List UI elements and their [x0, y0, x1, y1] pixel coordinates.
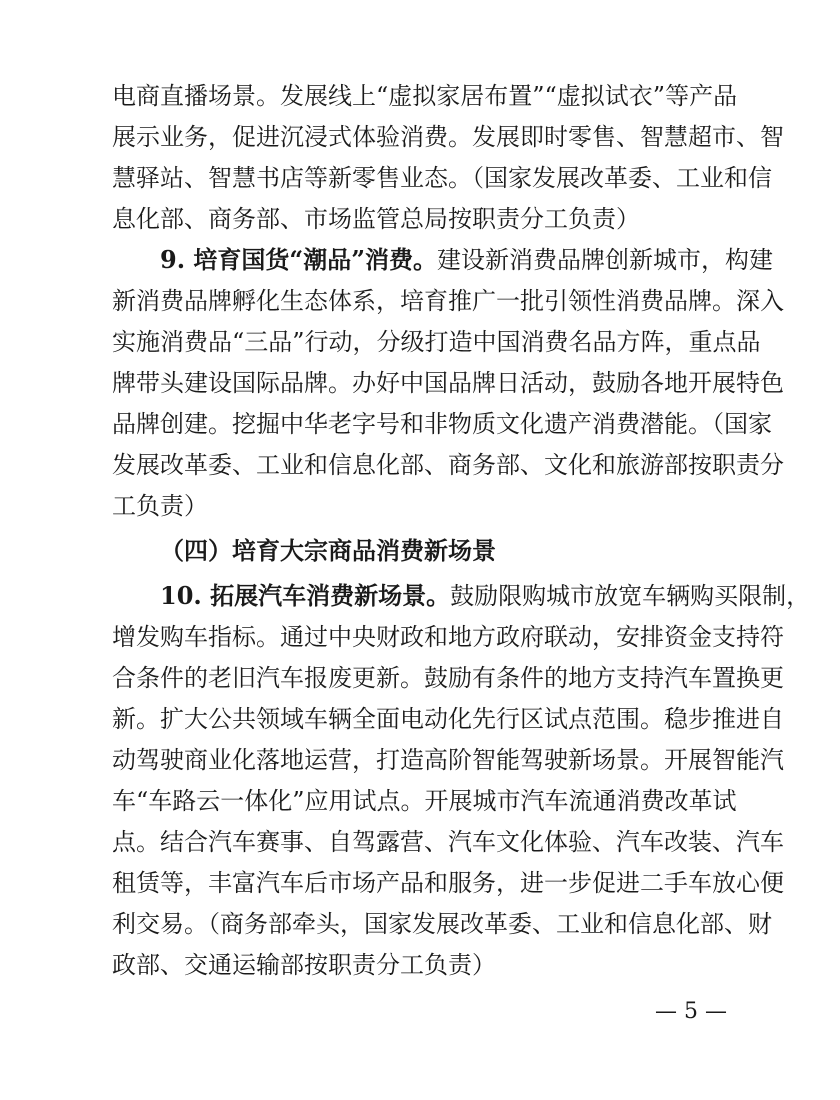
text-line: 工负责） — [112, 492, 208, 520]
text-line: 发展改革委、工业和信息化部、商务部、文化和旅游部按职责分 — [112, 451, 784, 479]
section-9-first-line — [160, 240, 774, 280]
section-10-first-line — [160, 576, 811, 616]
text-line: 牌带头建设国际品牌。办好中国品牌日活动，鼓励各地开展特色 — [112, 369, 784, 397]
text-fragment: 建设新消费品牌创新城市，构建 — [437, 246, 774, 274]
item-10-heading: 10. 拓展汽车消费新场景。 — [160, 581, 451, 610]
text-line: 车“车路云一体化”应用试点。开展城市汽车流通消费改革试 — [112, 787, 737, 815]
text-line: 租赁等，丰富汽车后市场产品和服务，进一步促进二手车放心便 — [112, 869, 784, 897]
text-fragment: 鼓励限购城市放宽车辆购买限制， — [450, 582, 811, 610]
text-line: 合条件的老旧汽车报废更新。鼓励有条件的地方支持汽车置换更 — [112, 664, 784, 692]
text-line: 品牌创建。挖掘中华老字号和非物质文化遗产消费潜能。（国家 — [112, 410, 772, 438]
text-line: 政部、交通运输部按职责分工负责） — [112, 951, 496, 979]
text-line: 息化部、商务部、市场监管总局按职责分工负责） — [112, 205, 640, 233]
section-heading: （四）培育大宗商品消费新场景 — [160, 536, 496, 565]
item-9-heading: 9. 培育国货“潮品”消费。 — [160, 245, 438, 274]
text-line: 展示业务，促进沉浸式体验消费。发展即时零售、智慧超市、智 — [112, 123, 784, 151]
text-line: 电商直播场景。发展线上“虚拟家居布置”“虚拟试衣”等产品 — [112, 82, 738, 110]
text-line: 新。扩大公共领域车辆全面电动化先行区试点范围。稳步推进自 — [112, 705, 784, 733]
page-number: — 5 — — [655, 999, 727, 1024]
text-line: 动驾驶商业化落地运营，打造高阶智能驾驶新场景。开展智能汽 — [112, 746, 784, 774]
text-line: 利交易。（商务部牵头，国家发展改革委、工业和信息化部、财 — [112, 910, 772, 938]
text-line: 点。结合汽车赛事、自驾露营、汽车文化体验、汽车改装、汽车 — [112, 828, 784, 856]
text-line: 新消费品牌孵化生态体系，培育推广一批引领性消费品牌。深入 — [112, 287, 784, 315]
text-line: 实施消费品“三品”行动，分级打造中国消费名品方阵，重点品 — [112, 328, 761, 356]
text-line: 增发购车指标。通过中央财政和地方政府联动，安排资金支持符 — [112, 623, 784, 651]
text-line: 慧驿站、智慧书店等新零售业态。（国家发展改革委、工业和信 — [112, 164, 772, 192]
